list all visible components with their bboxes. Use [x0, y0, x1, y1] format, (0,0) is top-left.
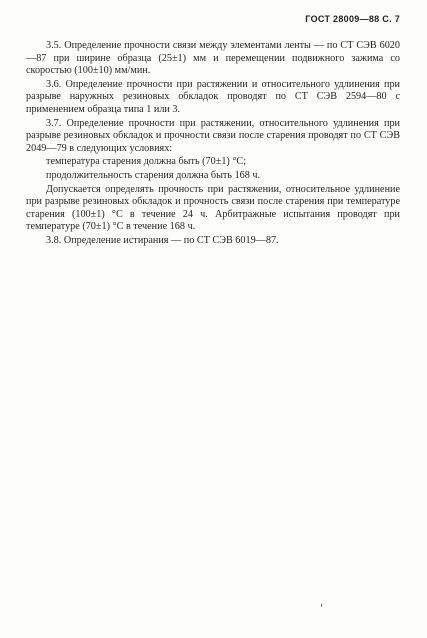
condition-temperature: температура старения должна быть (70±1) °С;	[46, 156, 247, 168]
running-header: ГОСТ 28009—88 С. 7	[305, 14, 400, 24]
paragraph-3-7: 3.7. Определение прочности при растяжении, относительного удлинения при разрыве резиновых обкладок и прочности связи после старения проводят по СТ СЭВ 2049—79 в следующих условиях:	[26, 117, 400, 154]
scan-speck	[321, 604, 322, 607]
paragraph-3-8: 3.8. Определение истирания — по СТ СЭВ 6019—87.	[46, 234, 279, 246]
paragraph-3-5: 3.5. Определение прочности связи между элементами ленты — по СТ СЭВ 6020—87 при ширине образца (25±1) мм и перемещении подвижного зажима со скоростью (100±10) мм/мин.	[26, 40, 400, 77]
condition-duration: продолжительность старения должна быть 168 ч.	[46, 169, 261, 181]
body-text	[26, 40, 400, 249]
paragraph-3-6: 3.6. Определение прочности при растяжении и относительного удлинения при разрыве наружных резиновых обкладок проводят по СТ СЭВ 2594—80 с применением образца типа 1 или 3.	[26, 78, 400, 115]
paragraph-allowance: Допускается определять прочность при растяжении, относительное удлинение при разрыве резиновых обкладок и прочность связи после старения при температуре старения (100±1) °С в течение 24 ч. Арбитражные испытания проводят при температуре (70±1) °С в течение 168 ч.	[26, 183, 400, 233]
